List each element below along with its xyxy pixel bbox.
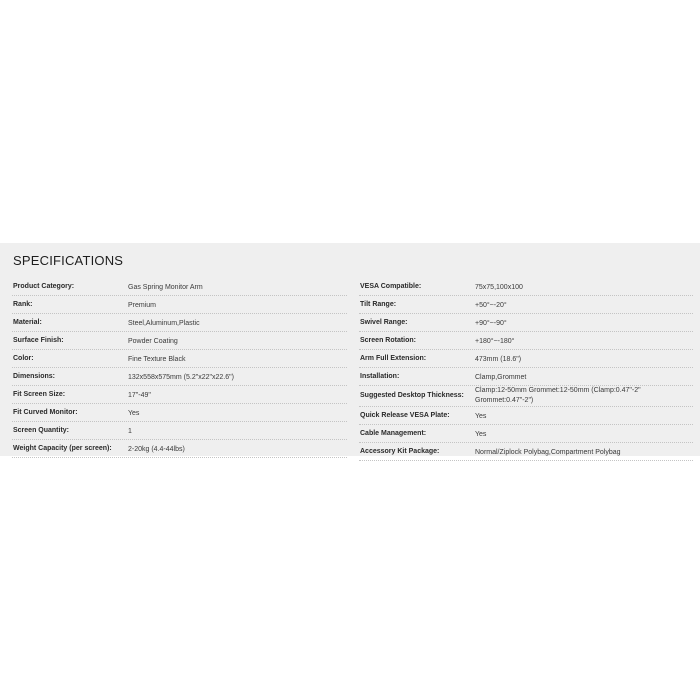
spec-value: Fine Texture Black xyxy=(128,356,186,363)
spec-row xyxy=(12,332,347,350)
spec-value: +50°~-20° xyxy=(475,302,507,309)
spec-row xyxy=(359,296,693,314)
spec-label: Product Category: xyxy=(13,283,75,290)
spec-value: Yes xyxy=(475,431,487,438)
spec-row xyxy=(12,440,347,458)
spec-value: Yes xyxy=(475,413,487,420)
spec-value: +180°~-180° xyxy=(475,338,515,345)
spec-label: Arm Full Extension: xyxy=(360,355,427,362)
spec-row xyxy=(359,368,693,386)
section-title: SPECIFICATIONS xyxy=(13,253,124,268)
spec-row xyxy=(12,404,347,422)
spec-value: +90°~-90° xyxy=(475,320,507,327)
spec-label: Cable Management: xyxy=(360,430,427,437)
spec-value: Steel,Aluminum,Plastic xyxy=(128,320,200,327)
spec-label: Quick Release VESA Plate: xyxy=(360,412,450,419)
spec-row xyxy=(12,296,347,314)
spec-value: 2-20kg (4.4-44lbs) xyxy=(128,446,185,453)
spec-row xyxy=(12,368,347,386)
left-spec-column xyxy=(12,278,347,458)
spec-value: 17"-49" xyxy=(128,392,151,399)
spec-label: Rank: xyxy=(13,301,33,308)
spec-value: 75x75,100x100 xyxy=(475,284,523,291)
spec-value: Clamp:12-50mm Grommet:12-50mm (Clamp:0.47"-2" Grommet:0.47"-2") xyxy=(475,387,641,404)
spec-value: 132x558x575mm (5.2"x22"x22.6") xyxy=(128,374,234,381)
spec-value: Premium xyxy=(128,302,157,309)
spec-value: Gas Spring Monitor Arm xyxy=(128,284,203,291)
spec-label: Tilt Range: xyxy=(360,301,397,308)
spec-row xyxy=(359,314,693,332)
spec-value: Yes xyxy=(128,410,140,417)
spec-label: Installation: xyxy=(360,373,400,380)
spec-row xyxy=(359,443,693,461)
spec-label: Screen Rotation: xyxy=(360,337,417,344)
right-spec-column xyxy=(359,278,693,461)
spec-value: 1 xyxy=(128,428,132,435)
spec-row xyxy=(12,278,347,296)
spec-label: Dimensions: xyxy=(13,373,56,380)
spec-row xyxy=(12,386,347,404)
spec-label: Material: xyxy=(13,319,42,326)
spec-row xyxy=(12,422,347,440)
spec-row xyxy=(359,386,693,407)
spec-label: Fit Screen Size: xyxy=(13,391,66,398)
spec-value: Normal/Ziplock Polybag,Compartment Polybag xyxy=(475,449,621,456)
spec-label: Screen Quantity: xyxy=(13,427,70,434)
spec-row xyxy=(359,407,693,425)
spec-label: VESA Compatible: xyxy=(360,283,422,290)
spec-value: 473mm (18.6") xyxy=(475,356,522,363)
spec-label: Accessory Kit Package: xyxy=(360,448,440,455)
spec-row xyxy=(359,350,693,368)
spec-label: Color: xyxy=(13,355,34,362)
spec-row xyxy=(359,425,693,443)
spec-label: Surface Finish: xyxy=(13,337,64,344)
spec-label: Swivel Range: xyxy=(360,319,408,326)
spec-label: Weight Capacity (per screen): xyxy=(13,445,112,452)
spec-label: Fit Curved Monitor: xyxy=(13,409,78,416)
spec-value: Powder Coating xyxy=(128,338,178,345)
spec-row xyxy=(12,350,347,368)
spec-value: Clamp,Grommet xyxy=(475,374,527,381)
spec-label: Suggested Desktop Thickness: xyxy=(360,392,464,399)
spec-row xyxy=(359,278,693,296)
spec-row xyxy=(359,332,693,350)
spec-row xyxy=(12,314,347,332)
